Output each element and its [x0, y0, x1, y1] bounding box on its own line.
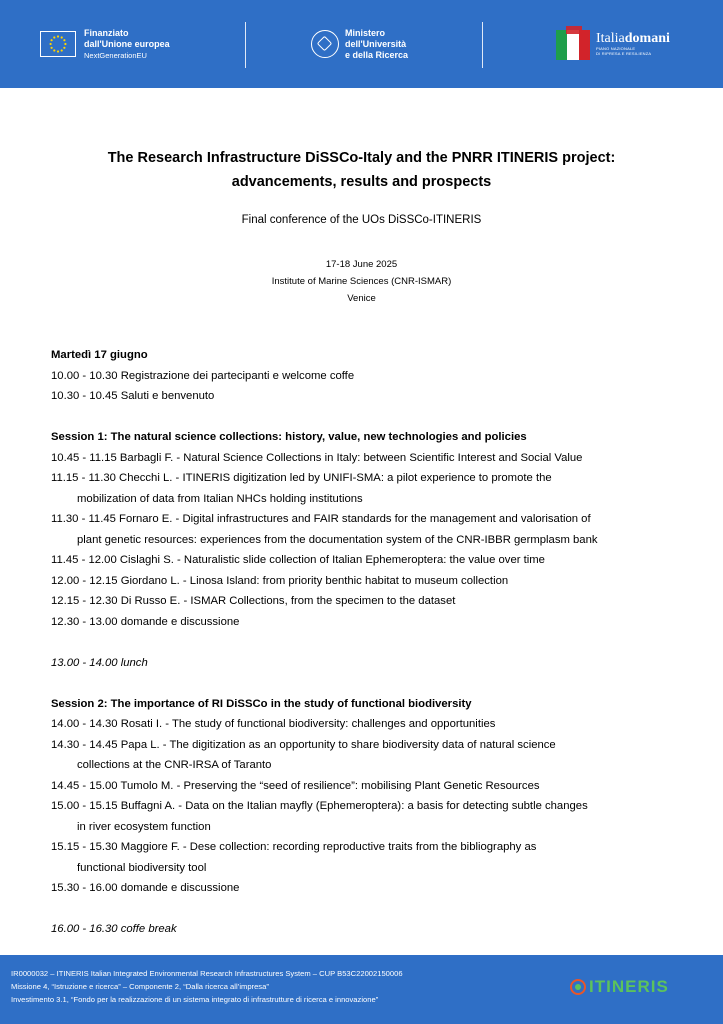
agenda-item: 12.00 - 12.15 Giordano L. - Linosa Island: from priority benthic habitat to museum collection: [51, 574, 509, 587]
event-date: 17-18 June 2025: [325, 259, 398, 270]
itineris-circle-icon: [570, 979, 586, 995]
itineris-logo: [570, 977, 669, 997]
italiadomani-sub1: PIANO NAZIONALE: [596, 46, 636, 51]
republic-emblem-icon: [311, 30, 339, 58]
agenda-item: 15.30 - 16.00 domande e discussione: [51, 882, 240, 894]
footer-line1: IR0000032 – ITINERIS Italian Integrated Environmental Research Infrastructures System – CUP B53C22002150006: [11, 969, 403, 978]
header-bar: [0, 0, 723, 88]
eu-text-line2: dall'Unione europea: [84, 38, 170, 49]
agenda-item-continued: collections at the CNR-IRSA of Taranto: [77, 759, 272, 771]
agenda-item: 11.30 - 11.45 Fornaro E. - Digital infrastructures and FAIR standards for the management and valorisation of: [51, 513, 591, 525]
itineris-logo-text: ITINERIS: [589, 977, 669, 996]
agenda-item: 10.30 - 10.45 Saluti e benvenuto: [51, 390, 215, 402]
agenda: [51, 345, 701, 940]
agenda-item: 14.45 - 15.00 Tumolo M. - Preserving the “seed of resilience”: mobilising Plant Genetic Resources: [51, 779, 540, 792]
eu-logo: [40, 0, 170, 88]
agenda-item-continued: plant genetic resources: experiences from the documentation system of the CNR-IBBR germplasm bank: [77, 533, 598, 546]
header-divider: [245, 22, 246, 68]
session2-title: Session 2: The importance of RI DiSSCo in the study of functional biodiversity: [51, 697, 472, 710]
agenda-item: 15.15 - 15.30 Maggiore F. - Dese collection: recording reproductive traits from the bibliography as: [51, 841, 537, 853]
italiadomani-brand-a: Italia: [596, 31, 625, 46]
agenda-item: 11.15 - 11.30 Checchi L. - ITINERIS digitization led by UNIFI-SMA: a pilot experience to promote the: [51, 472, 552, 484]
lunch-break: 13.00 - 14.00 lunch: [51, 656, 148, 669]
header-divider: [482, 22, 483, 68]
agenda-item: 10.00 - 10.30 Registrazione dei partecipanti e welcome coffe: [51, 369, 355, 382]
event-info: [0, 256, 723, 307]
ministry-logo: [311, 0, 408, 88]
agenda-item: 10.45 - 11.15 Barbagli F. - Natural Science Collections in Italy: between Scientific Interest and Social Value: [51, 451, 583, 464]
document-subtitle: Final conference of the UOs DiSSCo-ITINERIS: [241, 214, 482, 226]
footer-line3: Investimento 3.1, “Fondo per la realizzazione di un sistema integrato di infrastrutture di ricerca e innovazione”: [11, 995, 379, 1004]
italiadomani-logo: [554, 0, 670, 88]
title-line2: advancements, results and prospects: [231, 174, 492, 190]
italiadomani-brand-b: domani: [624, 31, 670, 46]
title-line1: The Research Infrastructure DiSSCo-Italy and the PNRR ITINERIS project:: [107, 150, 616, 166]
agenda-item: 11.45 - 12.00 Cislaghi S. - Naturalistic slide collection of Italian Ephemeroptera: the value over time: [51, 554, 545, 566]
event-venue: Institute of Marine Sciences (CNR-ISMAR): [271, 276, 452, 287]
agenda-item-continued: mobilization of data from Italian NHCs holding institutions: [77, 492, 363, 505]
agenda-item: 12.15 - 12.30 Di Russo E. - ISMAR Collections, from the specimen to the dataset: [51, 595, 456, 607]
ministry-text-line1: Ministero: [345, 27, 386, 38]
ministry-text-line3: e della Ricerca: [345, 49, 409, 60]
document-title: [0, 146, 723, 194]
footer-line2: Missione 4, “Istruzione e ricerca” – Componente 2, “Dalla ricerca all’impresa”: [11, 982, 269, 991]
footer-text: [11, 967, 403, 1006]
agenda-item-continued: in river ecosystem function: [77, 820, 211, 833]
event-city: Venice: [347, 293, 376, 304]
agenda-item: 15.00 - 15.15 Buffagni A. - Data on the Italian mayfly (Ephemeroptera): a basis for detecting subtle changes: [51, 800, 588, 812]
italiadomani-sub2: DI RIPRESA E RESILIENZA: [596, 51, 652, 56]
eu-text-line1: Finanziato: [84, 27, 129, 38]
day-heading: Martedì 17 giugno: [51, 349, 148, 361]
session1-title: Session 1: The natural science collections: history, value, new technologies and policies: [51, 431, 527, 443]
agenda-item: 14.30 - 14.45 Papa L. - The digitization as an opportunity to share biodiversity data of natural science: [51, 738, 556, 751]
ministry-text-line2: dell'Università: [345, 38, 407, 49]
eu-flag-icon: [40, 31, 76, 57]
agenda-item: 14.00 - 14.30 Rosati I. - The study of functional biodiversity: challenges and opportunities: [51, 718, 496, 730]
eu-text-line3: NextGenerationEU: [84, 50, 147, 60]
coffee-break: 16.00 - 16.30 coffe break: [51, 923, 177, 935]
italy-flag-icon: [554, 24, 594, 64]
agenda-item-continued: functional biodiversity tool: [77, 861, 207, 874]
agenda-item: 12.30 - 13.00 domande e discussione: [51, 615, 240, 628]
